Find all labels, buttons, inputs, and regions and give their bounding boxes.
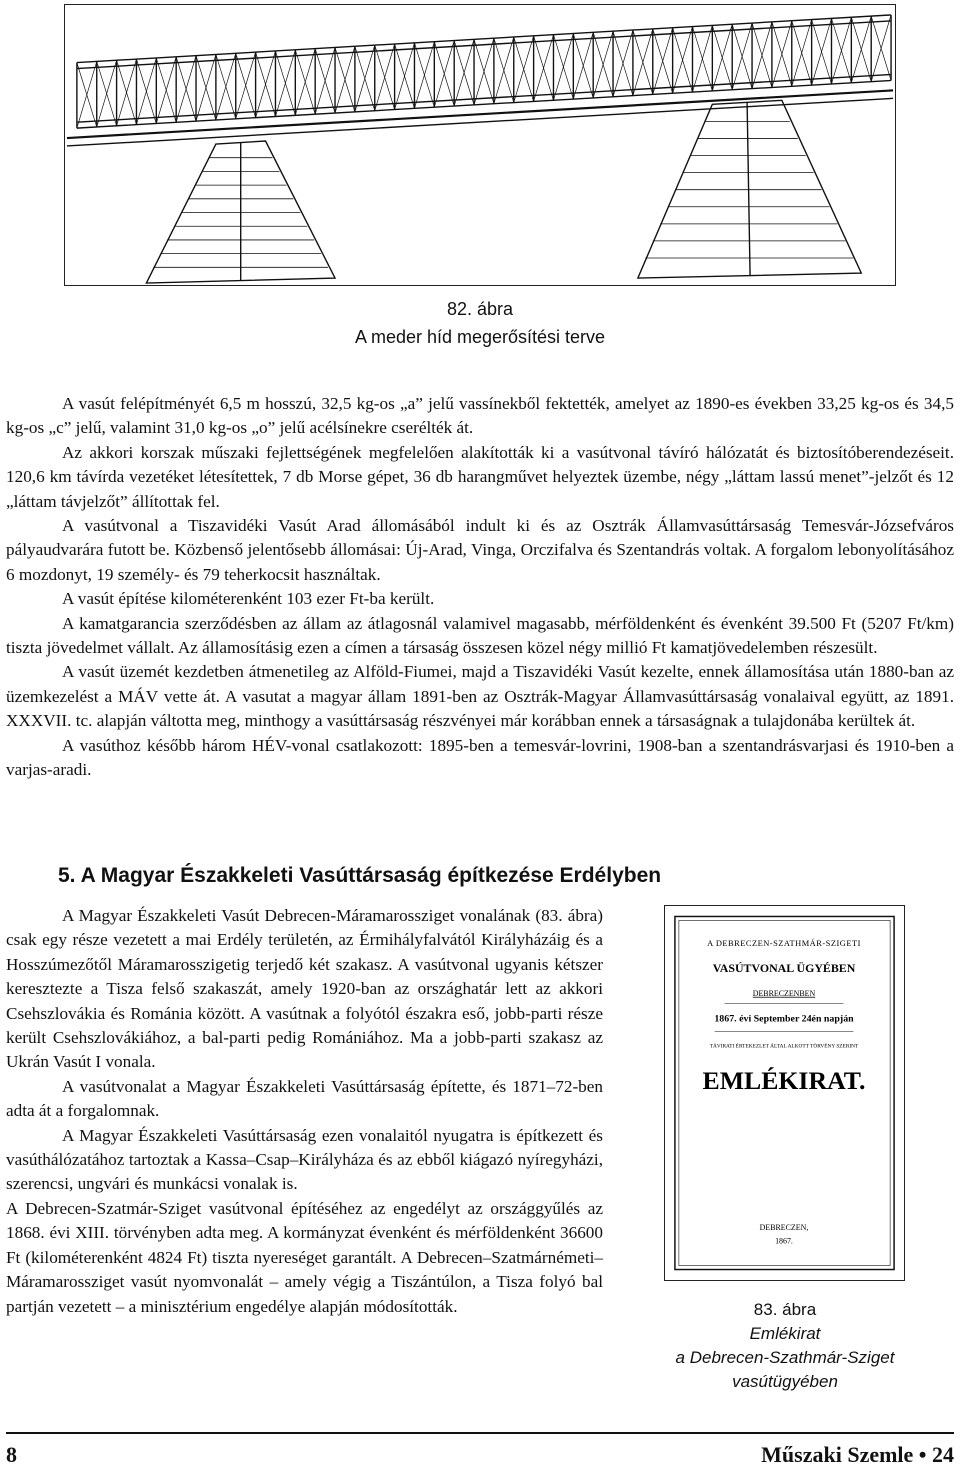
footer-rule [6,1432,954,1434]
bridge-drawing [64,4,896,286]
figure-83-caption [640,1298,930,1394]
cover-line-3: DEBRECZENBEN [752,988,816,998]
paragraph: A vasút felépítményét 6,5 m hosszú, 32,5 kg-os „a” jelű vassínekből fektették, amelyet az 1890-es években 33,25 kg-os és 34,5 kg-os „c” jelű, valamint 31,0 kg-os „o” jelű acélsínekre cserélték át. [6,394,954,438]
paragraph: A Magyar Északkeleti Vasúttársaság ezen vonalaitól nyugatra is építkezett és vasúthálózatához tartoztak a Kassa–Csap–Királyháza és az ebből kiágazó nyíregyházi, szerencsi, ungvári és munkácsi vonalak is. [6,1125,603,1194]
paragraph: A Debrecen-Szatmár-Sziget vasútvonal építéséhez az engedélyt az országgyűlés az 1868. évi XIII. törvényben adta meg. A kormányzat évenként és mérföldenként 36600 Ft (kilométerenként 4824 Ft) tiszta nyereséget garantált. A Debrecen–Szatmárnémeti–Máramarossziget vasút nyomvonalát – amely végig a Tiszántúlon, a Tisza folyó bal partján vezetett – a minisztérium engedélye alapján módosították. [6,1198,603,1316]
memorandum-cover [665,906,904,1280]
figure-83-title-line-3: vasútügyében [732,1372,838,1391]
journal-name: Műszaki Szemle • 24 [761,1442,954,1467]
paragraph: A kamatgarancia szerződésben az állam az átlagosnál valamivel magasabb, mérföldenként és évenként 39.500 Ft (5207 Ft/km) tiszta jövedelmet vállalt. Az államosításig ezen a címen a társaság összesen közel négy millió Ft kamatjövedelemben részesült. [6,613,954,658]
figure-83-title-line-2: a Debrecen-Szathmár-Sziget [675,1348,895,1367]
main-text [6,392,954,783]
cover-line-4: 1867. évi September 24én napján [714,1013,854,1025]
paragraph: A vasút építése kilométerenként 103 ezer Ft-ba került. [62,589,435,609]
cover-line-1: A DEBRECZEN-SZATHMÁR-SZIGETI [707,938,861,949]
bridge-elevation-sketch [65,5,895,285]
figure-83-number: 83. ábra [753,1300,817,1319]
cover-line-2: VASÚTVONAL ÜGYÉBEN [712,961,856,976]
paragraph: A vasút üzemét kezdetben átmenetileg az Alföld-Fiumei, majd a Tiszavidéki Vasút kezelte, ennek államosítása után 1880-ban az üzemkezelést a MÁV vette át. A vasutat a magyar állam 1891-ben az Osztrák-Magyar Államvasúttársaság vonalaival együtt, az 1891. XXXVII. tc. alapján váltotta meg, minthogy a vasúttársaság részvényei már korábban ennek a társaságnak a tulajdonába kerültek át. [6,662,954,731]
figure-82-title: A meder híd megerősítési terve [354,327,606,347]
cover-line-5: TÁVIRATI ÉRTEKEZLET ÁLTAL ALKOTT TÖRVÉNY SZERINT [709,1043,859,1050]
paragraph: Az akkori korszak műszaki fejlettségének megfelelően alakították ki a vasútvonal távíró hálózatát és biztosítóberendezéseit. 120,6 km távírda vezetéket létesítettek, 7 db Morse gépet, 36 db harangművet helyeztek üzembe, négy „láttam lassú menet”-jelzőt és 12 „láttam távjelzőt” állítottak fel. [6,442,954,511]
paragraph: A vasútvonal a Tiszavidéki Vasút Arad állomásából indult ki és az Osztrák Államvasúttársaság Temesvár-Józsefváros pályaudvarára futott be. Közbenső jelentősebb állomásai: Új-Arad, Vinga, Orczifalva és Szentandrás voltak. A forgalom lebonyolításához 6 mozdonyt, 19 személy- és 79 teherkocsit használtak. [6,516,954,584]
paragraph: A vasútvonalat a Magyar Északkeleti Vasúttársaság építette, és 1871–72-ben adta át a forgalomnak. [6,1076,603,1121]
paragraph: A vasúthoz később három HÉV-vonal csatlakozott: 1895-ben a temesvár-lovrini, 1908-ban a szentandrásvarjasi és 1910-ben a varjas-aradi. [6,735,954,780]
paragraph: A Magyar Északkeleti Vasút Debrecen-Máramarossziget vonalának (83. ábra) csak egy része vezetett a mai Erdély területén, az Érmihályfalvától Királyházáig és a Hosszúmezőtől Máramarosszigetig terjedő két szakasz. A vasútvonal ugyanis kétszer keresztezte a Tisza felső szakaszát, amely 1920-ban az országhatár lett az akkori Csehszlovákia és Románia között. A vasútnak a folyótól északra eső, jobb-parti része került Csehszlovákiához, a bal-parti pedig Romániához. Ma a jobb-parti szakasz az Ukrán Vasút I vonala. [6,906,603,1072]
figure-83-title-line-1: Emlékirat [749,1324,821,1343]
page-number: 8 [6,1442,17,1467]
left-column-text [6,904,603,1319]
cover-line-8: 1867. [775,1236,793,1246]
cover-line-6: EMLÉKIRAT. [702,1066,866,1096]
figure-82-number: 82. ábra [446,299,514,319]
cover-line-7: DEBRECZEN, [759,1222,809,1232]
memorandum-cover-image [664,905,905,1281]
section-heading: 5. A Magyar Északkeleti Vasúttársaság építkezése Erdélyben [58,864,662,887]
